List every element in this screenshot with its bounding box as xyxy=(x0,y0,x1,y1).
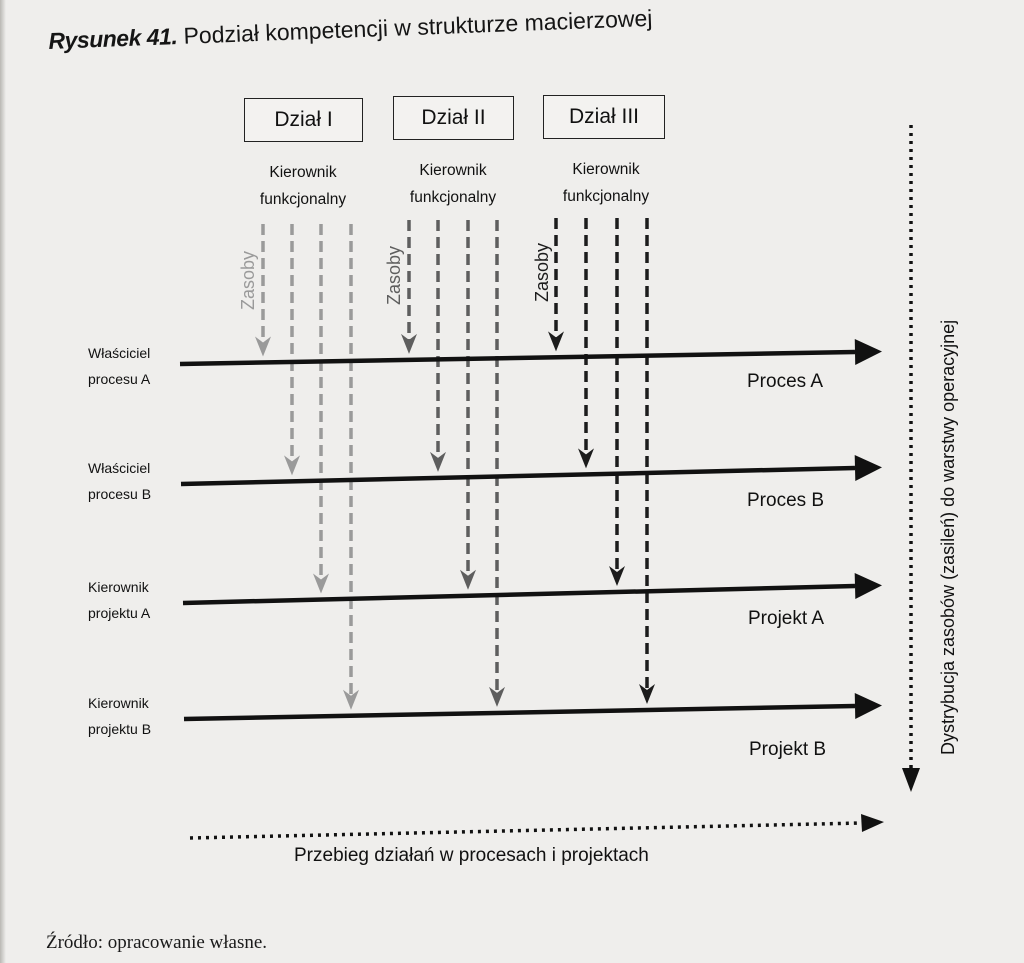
lane-2-arrow-line xyxy=(181,468,855,484)
lane-4-owner-line1: Kierownik xyxy=(88,695,149,711)
dept-1-resource-arrowhead-3 xyxy=(313,574,329,594)
lane-1-arrowhead xyxy=(855,339,882,365)
distribution-axis-label: Dystrybucja zasobów (zasileń) do warstwy operacyjnej xyxy=(938,319,958,755)
dept-1-resource-arrowhead-1 xyxy=(255,337,271,357)
dept-1-manager-line2: funkcjonalny xyxy=(259,191,347,208)
lane-2-owner xyxy=(88,455,198,507)
lane-1-name: Proces A xyxy=(747,371,824,392)
lane-2-name: Proces B xyxy=(747,490,825,511)
lane-1-owner xyxy=(88,340,198,392)
activity-flow-arrowhead xyxy=(861,814,884,832)
lane-2-owner-line1: Właściciel xyxy=(88,460,151,476)
dept-2-manager-line2: funkcjonalny xyxy=(409,189,497,206)
dept-3-manager xyxy=(541,156,671,210)
lane-1-arrow-line xyxy=(180,352,855,364)
lane-2-owner-line2: procesu B xyxy=(88,486,152,502)
dept-3-manager-line2: funkcjonalny xyxy=(562,188,650,205)
lane-3-owner xyxy=(88,574,198,626)
dept-1-name: Dział I xyxy=(274,108,333,131)
lane-4-arrowhead xyxy=(855,693,882,719)
dept-2-name: Dział II xyxy=(421,106,486,129)
dept-2-resources-label: Zasoby xyxy=(384,245,404,305)
dept-2-resource-arrowhead-1 xyxy=(401,334,417,354)
lane-1-owner-line2: procesu A xyxy=(88,371,151,387)
distribution-axis-arrowhead xyxy=(902,768,920,792)
lane-4-owner-line2: projektu B xyxy=(88,721,152,737)
dept-3-manager-line1: Kierownik xyxy=(572,161,640,178)
dept-box-3 xyxy=(543,95,665,139)
lane-1-owner-line1: Właściciel xyxy=(88,345,151,361)
lane-3-owner-line2: projektu A xyxy=(88,605,151,621)
dept-3-resource-arrowhead-1 xyxy=(548,331,564,351)
dept-3-resource-arrowhead-2 xyxy=(578,448,594,468)
dept-1-manager xyxy=(238,159,368,213)
lane-3-owner-line1: Kierownik xyxy=(88,579,149,595)
figure-label: Rysunek 41. xyxy=(48,23,178,54)
lane-4-owner xyxy=(88,690,198,742)
activity-flow-label: Przebieg działań w procesach i projektach xyxy=(294,845,649,866)
dept-2-manager-line1: Kierownik xyxy=(419,162,487,179)
figure-title: Podział kompetencji w strukturze macierzowej xyxy=(183,4,653,49)
dept-3-name: Dział III xyxy=(568,105,639,128)
lane-4-arrow-line xyxy=(184,706,855,719)
lane-2-arrowhead xyxy=(855,455,882,481)
dept-2-resource-arrowhead-3 xyxy=(460,570,476,590)
dept-2-resource-arrowhead-2 xyxy=(430,452,446,472)
dept-box-2 xyxy=(393,96,514,140)
lane-3-arrow-line xyxy=(183,586,855,603)
dept-1-manager-line1: Kierownik xyxy=(269,164,337,181)
lane-3-arrowhead xyxy=(855,573,882,599)
lane-3-name: Projekt A xyxy=(748,608,825,629)
dept-2-manager xyxy=(388,157,518,211)
lane-4-name: Projekt B xyxy=(749,739,827,760)
dept-3-resource-arrowhead-3 xyxy=(609,566,625,586)
dept-3-resources-label: Zasoby xyxy=(532,242,552,302)
dept-box-1 xyxy=(244,98,363,142)
source-note: Źródło: opracowanie własne. xyxy=(46,932,268,953)
activity-flow-line xyxy=(190,823,862,838)
dept-1-resources-label: Zasoby xyxy=(238,250,258,310)
dept-1-resource-arrowhead-2 xyxy=(284,455,300,475)
